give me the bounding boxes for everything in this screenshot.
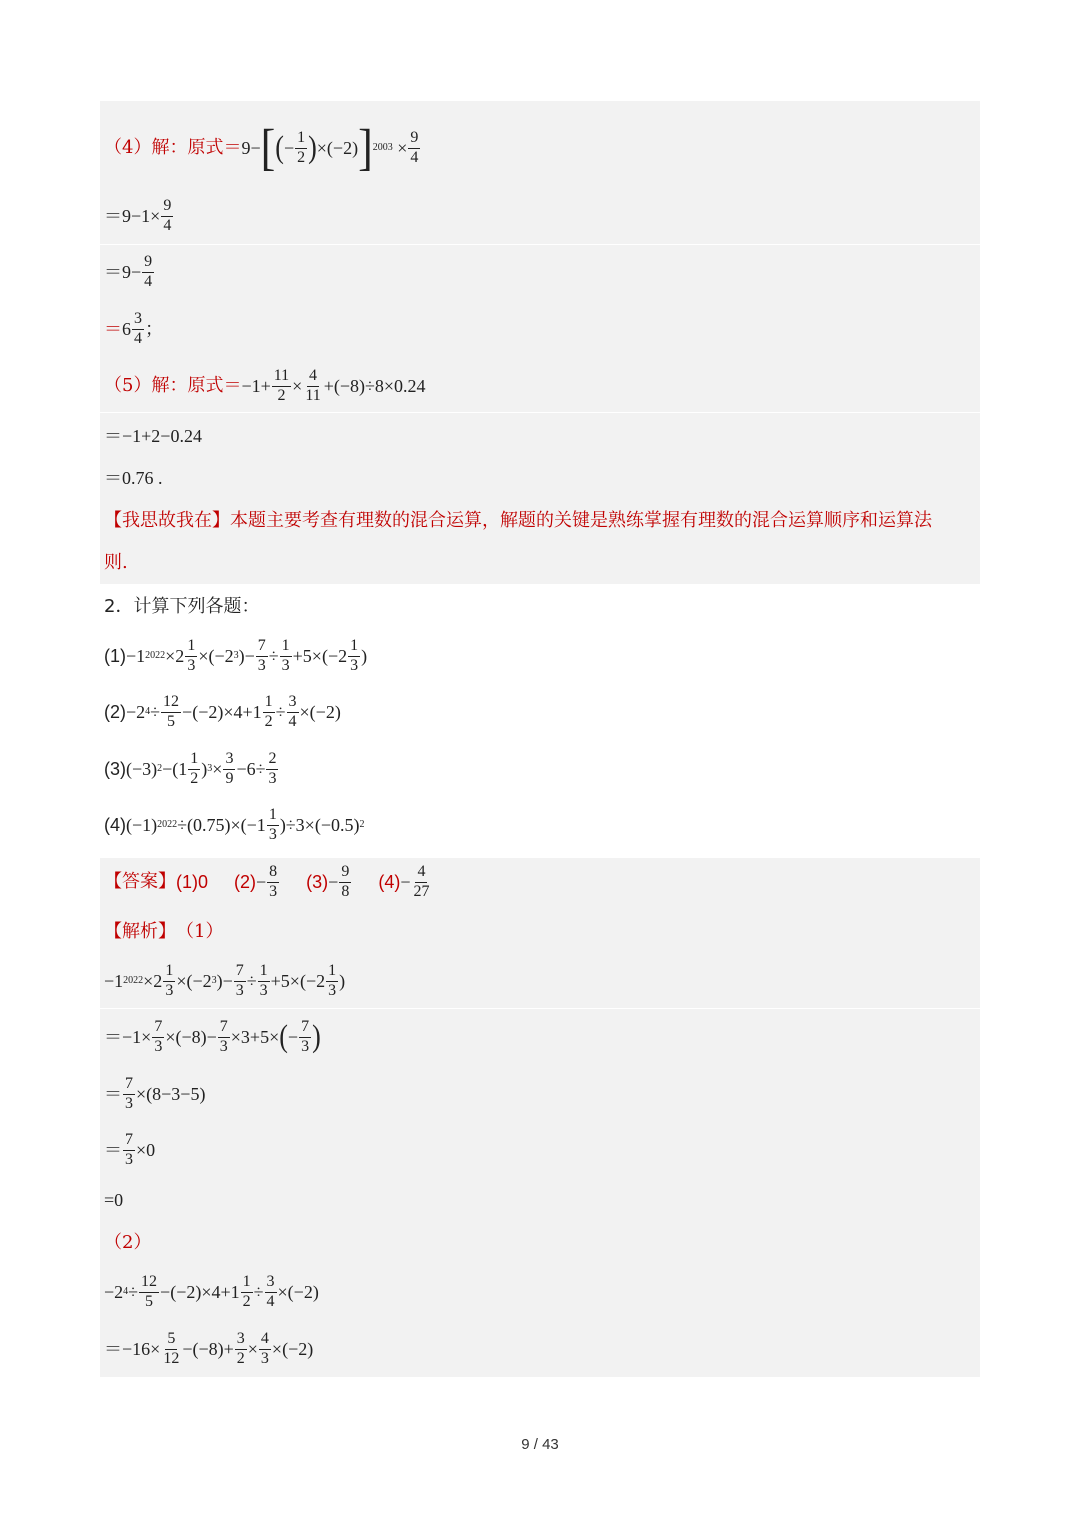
- answer-4: (4) − $\frac{4}{27}$: [378, 862, 430, 900]
- solution-5-line-1: [104, 364, 426, 408]
- analysis-line: [104, 920, 223, 944]
- answer-3: (3) − $\frac{9}{8}$: [306, 862, 350, 900]
- analysis-1-line-3: [104, 1072, 205, 1116]
- problem-2-title-text: 2．计算下列各题：: [104, 596, 260, 617]
- analysis-1-line-1: [104, 958, 345, 1004]
- solution-5-line-3: [104, 466, 163, 490]
- row-separator: [100, 412, 980, 413]
- answer-2-label: (2): [234, 872, 257, 892]
- item-label: (4): [104, 815, 126, 835]
- math-expression: −1+ $\frac{11}{2}$ × $\frac{4}{11}$ +(−8)÷8×0.24: [241, 366, 426, 404]
- math-expression: −1 2022 ×2 $\frac{1}{3}$ ×(−2 3 )− $\frac{7}{3}$ ÷ $\frac{1}{3}$ +5×(−2 $\frac{1}{3}$ ): [126, 636, 368, 674]
- math-expression: −1 2022 ×2 $\frac{1}{3}$ ×(−2 3 )− $\frac{7}{3}$ ÷ $\frac{1}{3}$ +5×(−2 $\frac{1}{3}$ ): [104, 961, 346, 999]
- math-expression: ＝0.76 .: [104, 468, 163, 488]
- solution-5-label: （5）解：原式＝: [104, 375, 242, 396]
- solution-4-line-4: [104, 308, 163, 350]
- answer-2: (2) − $\frac{8}{3}$: [234, 862, 278, 900]
- solution-4-label: （4）解：原式＝: [104, 137, 242, 158]
- problem-2-item-4: [104, 803, 364, 847]
- analysis-2-line-1: [104, 1270, 319, 1314]
- answer-tag: 【答案】: [104, 871, 176, 892]
- math-expression: ＝ $\frac{7}{3}$ ×(8−3−5): [104, 1074, 206, 1112]
- problem-2-title: [104, 595, 259, 619]
- row-separator: [100, 244, 980, 245]
- problem-2-item-1: [104, 634, 367, 678]
- solution-4-line-2: [104, 195, 174, 237]
- analysis-part-1: （1）: [176, 921, 224, 942]
- analysis-1-line-4: [104, 1128, 155, 1172]
- answer-3-label: (3): [306, 872, 329, 892]
- analysis-tag: 【解析】: [104, 921, 176, 942]
- math-expression: ＝9− $\frac{9}{4}$: [104, 252, 153, 290]
- analysis-2-line-2: [104, 1326, 313, 1372]
- insight-cont: 则.: [104, 552, 128, 573]
- math-expression: ＝−1+2−0.24: [104, 426, 202, 446]
- math-expression: ＝ 6 $\frac{3}{4}$ ；: [104, 309, 163, 347]
- math-expression: ＝−16× $\frac{5}{12}$ −(−8)+ $\frac{3}{2}$ × $\frac{4}{3}$ ×(−2): [104, 1329, 314, 1367]
- math-expression: ＝9−1× $\frac{9}{4}$: [104, 196, 172, 234]
- item-label: (2): [104, 702, 126, 722]
- problem-2-item-2: [104, 690, 341, 734]
- math-expression: ＝ $\frac{7}{3}$ ×0: [104, 1130, 156, 1168]
- problem-2-item-3: [104, 747, 279, 791]
- math-expression: −2 4 ÷ $\frac{12}{5}$ −(−2)×4+1 $\frac{1}{2}$ ÷ $\frac{3}{4}$ ×(−2): [104, 1272, 319, 1310]
- math-expression: −2 4 ÷ $\frac{12}{5}$ −(−2)×4+1 $\frac{1}{2}$ ÷ $\frac{3}{4}$ ×(−2): [126, 692, 341, 730]
- insight-text: 本题主要考查有理数的混合运算，解题的关键是熟练掌握有理数的混合运算顺序和运算法: [230, 510, 932, 531]
- item-label: (3): [104, 759, 126, 779]
- analysis-1-line-5: [104, 1188, 123, 1212]
- math-expression: =0: [104, 1190, 124, 1210]
- solution-4-line-3: [104, 251, 155, 293]
- row-separator: [100, 1008, 980, 1009]
- insight-line: [104, 509, 932, 533]
- item-label: (1): [104, 646, 126, 666]
- math-expression: ＝−1× $\frac{7}{3}$ ×(−8)− $\frac{7}{3}$ ×3+5× ( − $\frac{7}{3}$ ): [104, 1017, 321, 1055]
- answer-1: (1)0: [176, 872, 209, 892]
- insight-tag: 【我思故我在】: [104, 510, 230, 531]
- analysis-1-line-2: [104, 1012, 321, 1062]
- insight-continuation: [104, 551, 128, 575]
- answer-line: [104, 860, 458, 904]
- solution-5-line-2: [104, 424, 202, 448]
- analysis-part-2: （2）: [104, 1232, 152, 1253]
- math-expression: (−1) 2022 ÷(0.75)×(−1 $\frac{1}{3}$ )÷3×(−0.5) 2: [126, 805, 365, 843]
- math-expression: (−3) 2 −(1 $\frac{1}{2}$ ) 3 × $\frac{3}{9}$ −6÷ $\frac{2}{3}$: [126, 749, 277, 787]
- math-expression: 9− [ ( − $\frac{1}{2}$ ) ×(−2) ] 2003 × $\frac{9}{4}$: [241, 119, 419, 176]
- analysis-part-2-line: [104, 1231, 151, 1255]
- answer-4-label: (4): [378, 872, 401, 892]
- page-number: 9 / 43: [521, 1436, 559, 1453]
- solution-4-line-1: [104, 119, 421, 176]
